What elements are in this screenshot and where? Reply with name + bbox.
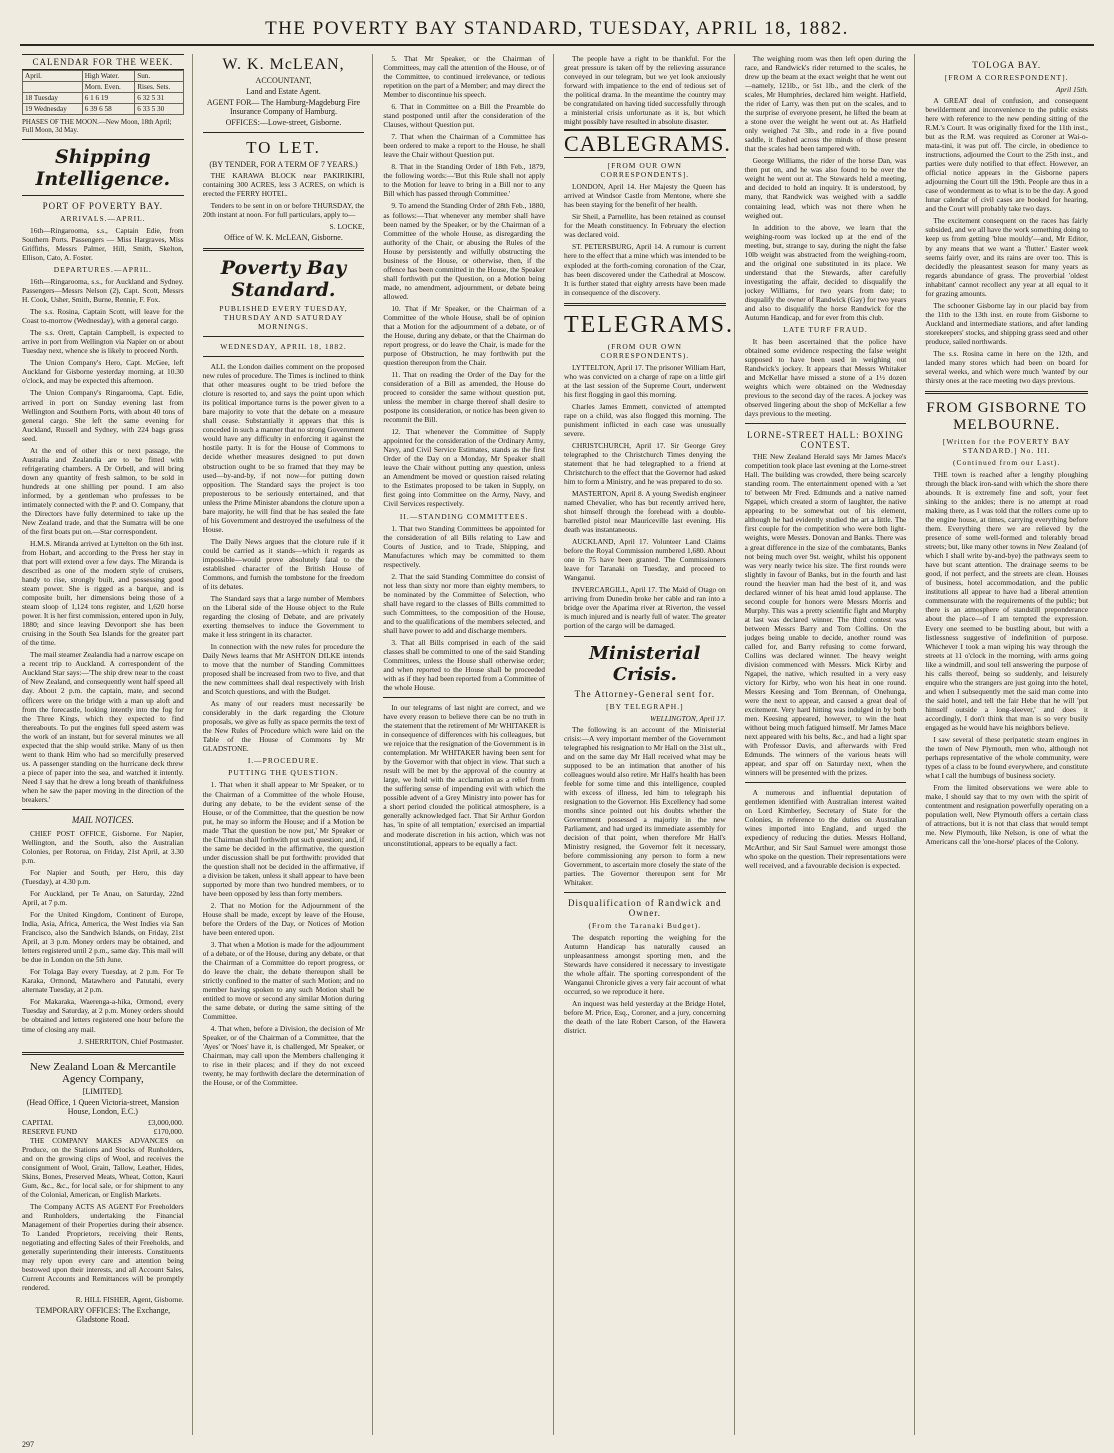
loan-temp-offices: TEMPORARY OFFICES: The Exchange, Gladstone Road. bbox=[35, 1306, 171, 1325]
travel-paragraph: I saw several of these peripatetic steam engines in the town of New Plymouth, men who, although not perhaps representative of the whole community, were types of a class to be found everywhere, and constitute what I call the humbugs of business society. bbox=[925, 734, 1088, 780]
page-number: 297 bbox=[22, 1440, 34, 1449]
mail-notices-title: MAIL NOTICES. bbox=[71, 814, 134, 825]
racing-paragraph: George Williams, the rider of the horse Dan, was then put on, and he was also found to be over the weight he went out at. The Stewards held a meeting, and decided to hold an inquiry. It is understood, by many, that Randwick was weighed with a saddle containing lead, which was not there when he weighed out. bbox=[744, 156, 907, 220]
rule-paragraph: 11. That on reading the Order of the Day for the consideration of a Bill as amended, the House do proceed to consider the same without question put, unless the member in charge thereof shall desire to postpone its consideration, or notice has been given to recommit the Bill. bbox=[383, 370, 545, 425]
shipping-paragraph: The s.s. Orett, Captain Campbell, is expected to arrive in port from Wellington via Napier on or about Tuesday next, whence she is likely to proceed North. bbox=[22, 328, 184, 356]
column-3 bbox=[383, 54, 554, 1435]
divider bbox=[383, 697, 545, 698]
late-fraud-heading: LATE TURF FRAUD. bbox=[783, 324, 868, 334]
telegrams-from: (FROM OUR OWN CORRESPONDENTS). bbox=[600, 341, 690, 360]
masthead: THE POVERTY BAY STANDARD, TUESDAY, APRIL 18, 1882. bbox=[20, 18, 1094, 46]
lorne-heading: LORNE-STREET HALL: BOXING CONTEST. bbox=[747, 430, 904, 451]
divider bbox=[203, 336, 365, 337]
lorne-paragraph: THE New Zealand Herald says Mr James Mace's competition took place last evening at the Lorne-street Hall. The building was crowded, there being scarcely standing room. The entertainment opened with a 'set to' between Mr Fred. Edmunds and a native named Ngapei, which created a storm of laughter, the native appearing to be somewhat out of his element, although he had evidently studied the art a little. The first couple for the competition who were both light-weights, were Messrs. Donovan and Banks. There was a great difference in the size of the combatants, Banks not being much over 9st. weight, whilst his opponent was very nearly twice his size. The first rounds were slightly in favour of Banks, but in the fourth and last round the heavier man had the best of it, and was declared winner of his heat amid loud applause. The second couple for honors were Messrs Morris and Murphy. This was a pretty scientific fight and Murphy at last was declared winner. The third contest was between Messrs Barry and Tom Collins. On the judges being unable to decide, another round was called for, and Barry refusing to come forward, Collins was declared winner. The heavy weight division commenced with Messrs. Mick Kirby and Ngapei, the native, which resulted in a very easy victory for Kirby, who won his heat in one round. Messrs Keesing and Tom Brennan, of Onehunga, were the next to appear, and caused a great deal of excitement. Very hard hitting was indulged in by both men. Keesing appeared, however, to win the heat without being much fatigued himself. Mr James Mace next appeared with his belts, &c., and had a light spar with Professor Davis, and afterwards with Fred Edmunds. The winners of the various heats will appear, and spar off on Saturday next, when the winners will be presented with the prizes. bbox=[744, 452, 907, 778]
telegram-paragraph: CHRISTCHURCH, April 17. Sir George Grey telegraphed to the Christchurch Times denying the statement that he had telegraphed to a friend at Christchurch to the effect that the Governor had asked him to form a Ministry, and he was prepared to do so. bbox=[564, 440, 726, 486]
rule-paragraph: 3. That when a Motion is made for the adjournment of a debate, or of the House, during any debate, or that the Chairman of a Committee do report progress, or do leave the chair, the debate thereupon shall be strictly confined to the matter of such Motion; and no member having spoken to any such Motion shall be entitled to move or second any similar Motion during the same debate, or during the same sitting of the Committee. bbox=[202, 940, 365, 1022]
telegram-paragraph: LYTTELTON, April 17. The prisoner William Hart, who was convicted on a charge of rape on a little girl at the last session of the Supreme Court, underwent his first flogging in gaol this morning. bbox=[564, 362, 726, 399]
calendar-cell: 6 33 5 30 bbox=[135, 104, 183, 115]
standard-title: Poverty Bay Standard. bbox=[220, 257, 347, 302]
newspaper-columns bbox=[22, 54, 1096, 1435]
rule-paragraph: 6. That in Committee on a Bill the Preamble do stand postponed until after the consideration of the Clauses, without Question put. bbox=[383, 102, 545, 130]
mclean-role: ACCOUNTANT, bbox=[255, 76, 312, 85]
tolaga-dateline: April 15th. bbox=[1055, 85, 1088, 94]
mail-paragraph: For Auckland, per Te Anau, on Saturday, 22nd April, at 7 p.m. bbox=[22, 889, 184, 908]
shipping-paragraph: H.M.S. Miranda arrived at Lyttelton on the 6th inst. from Hobart, and according to the Press her stay in that port will extend over a few days. The Miranda is described as one of the modern style of cruisers, handy to rise, strongly built, and possessing good steam power. She is rigged as a barque, and is composite built, her dimensions being those of a steam sloop of 1,124 tons register, and 1,620 horse power. It is her first commission, entered upon in July, 1880; and since leaving Devonport she has been cruising in the South Sea Islands for the greater part of the time. bbox=[22, 538, 184, 648]
to-let-body: THE KARAWA BLOCK near PAKIRIKIRI, containing 300 ACRES, less 3 ACRES, on which is erected the FERRY HOTEL. bbox=[202, 171, 365, 199]
tolaga-paragraph: The s.s. Rosina came in here on the 12th, and landed many stores which had been on board for several weeks, and which were much 'wanted' by our thirsty ones at the race meeting two days previous. bbox=[925, 348, 1088, 385]
rule-paragraph: 5. That Mr Speaker, or the Chairman of Committees, may call the attention of the House, or of the Committee, to continued irrelevance, or tedious repetition on the part of a Member; and may direct the Member to discontinue his speech. bbox=[383, 54, 545, 100]
column-4 bbox=[564, 54, 735, 1435]
cablegrams-title: CABLEGRAMS. bbox=[564, 131, 731, 157]
to-let-sub: (BY TENDER, FOR A TERM OF 7 YEARS.) bbox=[209, 160, 358, 169]
calendar-subheader: Rises. Sets. bbox=[135, 82, 183, 93]
editorial-paragraph: The Daily News argues that the cloture rule if it could be carried as it stands—which it regards as impossible—would prove absolutely fatal to the established character of the British House of Commons, and furnish the tombstone for the freedom of its debates. bbox=[202, 536, 365, 591]
mail-paragraph: For Tolaga Bay every Tuesday, at 2 p.m. For Te Karaka, Ormond, Matawhero and Patutahi, every alternate Tuesday, at 2 p.m. bbox=[22, 967, 184, 995]
standing-heading: II.—STANDING COMMITTEES. bbox=[399, 511, 529, 521]
moon-phases: PHASES OF THE MOON.—New Moon, 18th April; Full Moon, 3d May. bbox=[22, 118, 172, 134]
to-let-signature: S. LOCKE, bbox=[329, 222, 365, 232]
divider bbox=[22, 195, 184, 196]
calendar-header: High Water. bbox=[82, 71, 134, 82]
telegram-paragraph: INVERCARGILL, April 17. The Maid of Otago on arriving from Dunedin broke her cable and ran into a bridge over the Aparima river at Riverton, the vessel is much injured and is nearly full of water. The greater portion of the cargo will be damaged. bbox=[564, 585, 726, 631]
telegram-paragraph: MASTERTON, April 8. A young Swedish engineer named Chevalier, who has but recently arrived here, shot himself through the forehead with a double-barrelled pistol near Mauriceville last evening. His death was instantaneous. bbox=[564, 489, 726, 535]
tolaga-from: [FROM A CORRESPONDENT]. bbox=[944, 73, 1069, 82]
to-let-office: Office of W. K. McLEAN, Gisborne. bbox=[224, 233, 343, 243]
cable-paragraph: LONDON, April 14. Her Majesty the Queen has arrived at Windsor Castle from Mentone, where she has been staying for the benefit of her health. bbox=[564, 182, 726, 210]
tolaga-paragraph: The excitement consequent on the races has fairly subsided, and we all have the work something doing to keep us from getting 'blue mouldy'—and, Mr Editor, by any means that we want a 'flutter.' Easter week seems fairly over, and its rains are over too. This is decidedly the pleasantest season for many years as regards abundance of grass. The proverbial 'oldest inhabitant' cannot recollect any year at all equal to it for grazing amounts. bbox=[925, 216, 1088, 298]
editorial-paragraph: The Standard says that a large number of Members on the Liberal side of the House object to the Rule regarding the closing of Debate, and are privately exerting themselves to induce the Government to make it less stringent in its character. bbox=[202, 593, 365, 640]
departures-text: 16th—Ringarooma, s.s., for Auckland and Sydney. Passengers—Messrs Nelson (2), Capt. Scott, Messrs H. Cook, Usher, Smith, Burne, Rennie, F. Fox. bbox=[22, 277, 184, 305]
telegram-paragraph: Charles James Emmett, convicted of attempted rape on a child, was also flogged this morning. The punishment inflicted in each case was unusually severe. bbox=[564, 401, 726, 438]
divider bbox=[22, 809, 184, 810]
reserve-value: £170,000. bbox=[153, 1126, 184, 1136]
divider bbox=[564, 636, 726, 637]
cablegrams-from: [FROM OUR OWN CORRESPONDENTS]. bbox=[600, 161, 690, 180]
mail-paragraph: CHIEF POST OFFICE, Gisborne. For Napier, Wellington, and the South, also the Australian Colonies, per Rotorua, on Friday, 21st April, at 3.30 p.m. bbox=[22, 828, 184, 865]
editorial-paragraph: In connection with the new rules for procedure the Daily News learns that Mr ASHTON DILKE intends to move that the number of Standing Committees proposed shall be increased from two to five, and that the new committees shall deal respectively with Irish and Scotch questions, and with the Budget. bbox=[202, 642, 365, 697]
column-5 bbox=[745, 54, 916, 1435]
arrivals-text: 16th—Ringarooma, s.s., Captain Edie, from Southern Ports. Passengers — Miss Hargraves, Miss Griffiths, Messrs Palmer, Hill, Smith, Skelton, Ellison, Cato, A. Foster. bbox=[22, 226, 184, 263]
cable-paragraph: Sir Sheil, a Parnellite, has been retained as counsel for the Meath constituency. In February the election was declared void. bbox=[564, 212, 726, 240]
racing-paragraph: In addition to the above, we learn that the weighing-room was locked up at the end of the meeting, but, strange to say, during the night the false 10lb weight was abstracted from the weighing-room, and the original one substituted in its place. We understand that the Stewards, after carefully investigating the affair, decided to disqualify the jockey Williams, for two years from date; to disqualify the owner of Randwick (Gay) for two years and also to disqualify the horse Randwick for the Autumn Handicap, and for ever from this club. bbox=[744, 222, 907, 322]
port-heading: PORT OF POVERTY BAY. bbox=[42, 201, 164, 211]
calendar-subheader bbox=[23, 82, 83, 93]
rule-paragraph: 10. That if Mr Speaker, or the Chairman of a Committee of the whole House, shall be of opinion that a Motion for the adjournment of a debate, or of the House, during any debate, or that the Chairman do report progress, or do leave the Chair, is made for the purpose of Obstruction, he may forthwith put the question thereupon from the Chair. bbox=[383, 303, 545, 367]
editorial-paragraph: In our telegrams of last night are correct, and we have every reason to believe there can be no truth in the statement that the retirement of Mr WHITAKER is in consequence of differences with his colleagues, but we rejoice that the resignation of the Government is in contemplation. Mr WHITAKER having been sent for by the Governor with that object in view. That such a result will be met by the approval of the country at large, we hold with the acclamation as a relief from the suffering sense of impending evil with which the possible advent of a Grey Ministry into power has for a short period clouded the political atmosphere, is a generally acknowledged fact. That Sir Arthur Gordon has, 'in spite of all temptation,' exercised an impartial and moderate discretion in his action, which was not unconstitutional, appears to be equally a fact. bbox=[383, 703, 545, 848]
gisborne-written: [Written for the POVERTY BAY STANDARD.] No. III. bbox=[942, 436, 1071, 455]
racing-paragraph: The weighing room was then left open during the race, and Randwick's rider returned to the scales, he drew up the beam at the exact weight that he went out—namely, 121lb., or 5st 1lb., and the clerk of the scales, Mr Humphries, declared him weight. Hatfield, the rider of Larry, was then put on the scales, and to the surprise of everyone present, he lifted the beam at a stone over the weight he went out at. As Hatfield only weighed 7st 3lb., and rode in a five pound saddle, it flashed across the minds of those present that the scales had been tampered with. bbox=[744, 54, 907, 154]
rule-paragraph: 9. To amend the Standing Order of 28th Feb., 1880, as follows:—That whenever any member shall have been named by the Speaker, or by the Chairman of a Committee of the whole House, as disregarding the authority of the Chair, or abusing the Rules of the House by persistently and wilfully obstructing the business of the House, or otherwise, then, if the offence has been committed in the House, the Speaker shall forthwith put the Question, on a Motion being made, no amendment, adjournment, or debate being allowed. bbox=[383, 201, 545, 301]
loan-company-title: New Zealand Loan & Mercantile Agency Company, bbox=[29, 1060, 176, 1085]
editorial-paragraph: The people have a right to be thankful. For the great pressure is taken off by the relieving assurance conveyed in our telegram, but we yet look anxiously forward with impatience to the end of tedious set of the political drama. In the meantime the country may be congratulated on having tided successfully through a ministerial crisis unfortunate as it is, but which might possibly have resulted in absolute disaster. bbox=[564, 54, 726, 127]
calendar-cell: 18 Tuesday bbox=[23, 93, 83, 104]
telegrams-title: TELEGRAMS. bbox=[564, 311, 734, 338]
travel-paragraph: From the limited observations we were able to make, I should say that to my own with the spirit of contentment and resignation powerfully operating on a population well, New Plymouth offers a certain class of attractions, but it is not that class that would tempt me. New Plymouth, like Nelson, is one of what the Americans call the 'one-horse' places of the Colony. bbox=[925, 783, 1088, 847]
divider bbox=[22, 1052, 184, 1055]
rule-paragraph: 12. That whenever the Committee of Supply appointed for the consideration of the Ordinary Army, Navy, and Civil Service Estimates, stands as the first Order of the Day on a Monday, Mr Speaker shall leave the Chair without putting any question, unless an Amendment be moved or question raised relating to the Estimates proposed to be taken in Supply, on first going into Committee on the Army, Navy, and Civil Services respectively. bbox=[383, 427, 545, 509]
rule-paragraph: 1. That when it shall appear to Mr Speaker, or to the Chairman of a Committee of the whole House, during any debate, to be the evident sense of the House, or of the Committee, that the question be now put, he may so inform the House; and if a Motion be made 'That the question be now put,' Mr Speaker or the Chairman shall forthwith put such question; and, if the same be decided in the affirmative, the question under discussion shall be put forthwith: provided that the question shall not be decided in the affirmative, if a division be taken, unless it shall appear to have been supported by more than two hundred members, or to have been opposed by less than forty members. bbox=[202, 780, 365, 898]
cable-paragraph: ST. PETERSBURG, April 14. A rumour is current here to the effect that a mine which was intended to be exploded at the forth-coming coronation of the Czar, has been discovered under the Cathedral at Moscow. It is further stated that eighty arrests have been made in consequence of the discovery. bbox=[564, 242, 726, 297]
reserve-label: RESERVE FUND bbox=[22, 1126, 78, 1136]
crisis-sub: The Attorney-General sent for. bbox=[574, 688, 716, 699]
editorial-paragraph: As many of our readers must necessarily be considerably in the dark regarding the Cloture proposals, we give as fully as space permits the text of the New Rules of Procedure which were laid on the Table of the House of Commons by Mr GLADSTONE. bbox=[202, 699, 365, 754]
calendar-header: Sun. bbox=[135, 71, 183, 82]
disqualification-from: (From the Taranaki Budget). bbox=[588, 921, 702, 931]
mail-paragraph: For the United Kingdom, Continent of Europe, India, Asia, Africa, America, the West Indies via San Francisco, also the Sandwich Islands, on Friday, 21st April, at 3 p.m. Money orders may be obtained, and letters registered until 2 p.m., same day. This mail will be due in London on the 5th June. bbox=[22, 910, 184, 965]
mail-paragraph: For Makaraka, Waerenga-a-hika, Ormond, every Tuesday and Saturday, at 2 p.m. Money orders should be obtained and letters registered one hour before the time of closing any mail. bbox=[22, 997, 184, 1034]
tolaga-title: TOLOGA BAY. bbox=[972, 60, 1042, 70]
calendar-title: CALENDAR FOR THE WEEK. bbox=[22, 54, 184, 70]
calendar-cell: 6 32 5 31 bbox=[135, 93, 183, 104]
shipping-paragraph: The Union Company's Ringarooma, Capt. Edie, arrived in port on Sunday evening last from Wellington and Southern Ports, with about 40 tons of general cargo. She left the same evening for Auckland, Russell and Sydney, with 224 bags grass seed. bbox=[22, 388, 184, 443]
crisis-paragraph: The following is an account of the Ministerial crisis:—A very important member of the Government telegraphed his resignation to Mr Hall on the 31st ult., and on the same day Mr Hall received what may be supposed to be an intimation that another of his colleagues would also retire. Mr Hall's health has been feeble for some time and this intelligence, coupled with excess of illness, led him to telegraph his resignation to the Governor. His Excellency had some months since pointed out his doubts whether the Government possessed a majority in the new Parliament, and had urged its immediate assembly for decision of that point, when therefore Mr Hall's Ministry resigned, the Governor felt it necessary, before commissioning any person to form a new Government, to ascertain more closely the state of the parties. The Governor thereupon sent for Mr Whitaker. bbox=[564, 724, 726, 888]
calendar-subheader: Morn. Even. bbox=[82, 82, 134, 93]
column-2 bbox=[203, 54, 374, 1435]
standard-date: WEDNESDAY, APRIL 18, 1882. bbox=[220, 342, 347, 352]
late-fraud-paragraph: It has been ascertained that the police have obtained some evidence respecting the false weight supposed to have been used in weighing out Randwick's jockey. It appears that Messrs Whitaker and McKellar have missed a stone of a 1½ dozen weights which were obtained on the Wednesday previous to the second day of the races. A jockey was observed lingering about the shop of McKellar a few days previous to the meeting. bbox=[744, 336, 907, 419]
gisborne-continued: (Continued from our Last). bbox=[953, 457, 1061, 467]
tolaga-paragraph: A GREAT deal of confusion, and consequent bewilderment and inconvenience to the public exists here with reference to the new pending sitting of the R.M.'s Court. It was originally fixed for the 11th inst., but as the R.M. was required as Coroner at Wai-o-mata-tini, it was put off. The circle, in obedience to instructions, adjourned the Court to the 25th inst., and parties were duly notified to that effect. However, an official notice appears in the Gisborne papers adjourning the Court till the 19th. People are thus in a case of wonderment as to what is to be the day. A good lunar calendar of civil cases are booked for hearing, and the Court will probably take two days. bbox=[925, 96, 1088, 214]
crisis-dateline: WELLINGTON, April 17. bbox=[649, 713, 726, 723]
tolaga-paragraph: The schooner Gisborne lay in our placid bay from the 11th to the 13th inst. en route from Gisborne to Auckland and intermediate stations, and after landing storekeepers' stocks, and shipping grass seed and other produce, sailed northwards. bbox=[925, 300, 1088, 346]
rule-paragraph: 7. That when the Chairman of a Committee has been ordered to make a report to the House, he shall leave the Chair without Question put. bbox=[383, 132, 545, 160]
editorial-paragraph: ALL the London dailies comment on the proposed new rules of procedure. The Times is inclined to think that other measures ought to be tried before the cloture is resorted to, and says the point upon which its political importance turns is the power given to a bare majority to vote that the debate on a measure shall cease. Substantially it appears that this is conceded in such a manner that no strong Government would have any difficulty in enforcing it against the hostile party. It is for the House of Commons to decide whether measures designed to put down obstruction ought to be so framed that they may be used—by-and-by, if not now—for putting down opposition. The Standard says the project is too preposterous to be seriously entertained, and that unless the Prime Minister abandons the cloture upon a bare majority, he will find that he has sealed the fate of his Government and destroyed the usefulness of the House. bbox=[202, 362, 365, 534]
capital-value: £3,000,000. bbox=[148, 1117, 184, 1127]
loan-limited: [LIMITED]. bbox=[82, 1086, 123, 1096]
crisis-title: Ministerial Crisis. bbox=[589, 642, 701, 685]
mclean-agent: AGENT FOR— The Hamburg-Magdeburg Fire Insurance Company of Hamburg. bbox=[206, 98, 361, 116]
procedure-heading: I.—PROCEDURE. bbox=[247, 756, 320, 766]
standing-paragraph: 1. That two Standing Committees be appointed for the consideration of all Bills relating to Law and Courts of Justice, and to Trade, Shipping, and Manufactures which may be committed to them respectively. bbox=[383, 523, 545, 569]
calendar-header: April. bbox=[23, 71, 83, 82]
rule-paragraph: 8. That in the Standing Order of 18th Feb., 1879, the following words:—'But this Rule shall not apply to the Motion for leave to bring in a Bill nor to any Bill which has passed through Committee.' bbox=[383, 162, 545, 199]
travel-paragraph: THE town is reached after a lengthy ploughing through the black iron-sand with which the shore there abounds. It is extremely fine and soft, your feet sinking to the ankles; there is no attempt at road making there, as I was told that the rollers come up to the engine house, at times, carrying everything before them. Everything there we are relieved by the presence of some well-formed and tolerably broad streets; but, like many other towns in New Zealand (of which I shall write by-and-bye) the pathways seem to have but scant attention. The drainage seems to be good, if not perfect, and the streets are clean. Houses of business, hotel accommodation, and the public institutions all appear to have had a liberal attention commensurate with the requirements of the public; but there is an atmosphere of standstill preponderance about the place—of I am tempted the expression. Every one seemed to be bustling about, but with a listlessness suggestive of indefinition of purpose. Whichever I took a man wiping his way through the streets at 11 o'clock in the morning, with arms going like a windmill, and soul tell answering the purpose of his calls thereof, being so suddenly, and leisurely enquire who the strangers are just going into the hotel, and when I subsequently met the said man come into the said hotel, and tell the fair Hebe that he will 'put himself outside a long-sleever,' and does it accordingly, I don't think that man is so very busily engaged as he would have his neighbors believe. bbox=[925, 469, 1088, 732]
arrivals-heading: ARRIVALS.—APRIL. bbox=[60, 214, 146, 223]
capital-label: CAPITAL bbox=[22, 1117, 54, 1127]
column-6 bbox=[925, 54, 1096, 1435]
shipping-title: Shipping Intelligence. bbox=[35, 146, 171, 190]
calendar-cell: 6 1 6 19 bbox=[82, 93, 134, 104]
crisis-by: [BY TELEGRAPH.] bbox=[606, 701, 684, 711]
divider bbox=[564, 303, 726, 306]
disqualification-paragraph: The despatch reporting the weighing for the Autumn Handicap has naturally caused an unpleasantness amongst sporting men, and the Stewards have considered it necessary to investigate the whole affair. The sporting correspondent of the Wanganui Chronicle gives a very fair account of what occurred, so we reproduce it here. bbox=[564, 933, 726, 997]
mail-signature: J. SHERRITON, Chief Postmaster. bbox=[78, 1036, 184, 1046]
to-let-body: Tenders to be sent in on or before THURSDAY, the 20th instant at noon. For full particulars, apply to— bbox=[202, 201, 365, 220]
shipping-paragraph: The mail steamer Zealandia had a narrow escape on a recent trip to Auckland. A correspondent of the Auckland Star says:—'The ship drew near to the coast of New Zealand, and consequently went half speed all day. About 2 p.m. the captain, mate, and second officers were on the bridge with a man up aloft and from the forecastle, looking intently into the fog for the Three Kings, which they expected to find thereabouts. To put the engines full speed astern was the work of an instant, but for several minutes we all expected that the ship would strike. Many of us then went to thank Him who had so mercifully preserved us. A passenger standing on the hurricane deck threw a piece of paper into the sea, and watched it intently. Need I say that he drew a long breath of thankfulness when he saw the paper moving in the direction of the breakers.' bbox=[22, 650, 184, 804]
deputation-paragraph: A numerous and influential deputation of gentlemen identified with Australian interest waited on Lord Kimberley, Secretary of State for the Colonies, in reference to the duties on Australian wines imported into England, and urged the expediency of reducing the duties. Messrs Holland, McArthur, and Sir Saul Samuel were amongst those who spoke on the question. Their representations were well received, and a favourable decision is expected. bbox=[744, 788, 907, 870]
rule-paragraph: 2. That no Motion for the Adjournment of the House shall be made, except by leave of the House, before the Orders of the Day, or Notices of Motion have been entered upon. bbox=[202, 900, 365, 937]
shipping-paragraph: The Union Company's Hero, Capt. McGee, left Auckland for Gisborne yesterday morning, at 10.30 o'clock, and may be expected this afternoon. bbox=[22, 358, 184, 386]
loan-office: (Head Office, 1 Queen Victoria-street, Mansion House, London, E.C.) bbox=[26, 1097, 179, 1116]
loan-body: The Company ACTS AS AGENT For Freeholders and Runholders, undertaking the Financial Management of their Properties during their absence. To Landed Proprietors, receiving their Rents, negotiating and effecting Sales of their Freeholds, and generally superintending their interests. Constituents may rely upon every care and attention being bestowed upon their interests, and all Account Sales, Current Accounts and Remittances will be promptly rendered. bbox=[22, 1201, 184, 1293]
loan-signature: R. HILL FISHER, Agent, Gisborne. bbox=[75, 1295, 184, 1305]
putting-heading: PUTTING THE QUESTION. bbox=[228, 768, 339, 778]
mclean-offices: OFFICES:—Lowe-street, Gisborne. bbox=[225, 118, 342, 127]
divider bbox=[564, 892, 726, 893]
column-1 bbox=[22, 54, 193, 1435]
shipping-paragraph: The s.s. Rosina, Captain Scott, will leave for the Coast to-morrow (Wednesday), with a general cargo. bbox=[22, 307, 184, 326]
disqualification-title: Disqualification of Randwick and Owner. bbox=[567, 898, 722, 919]
divider bbox=[203, 356, 365, 357]
capital-row bbox=[22, 1118, 184, 1127]
divider bbox=[22, 139, 184, 140]
standard-published: PUBLISHED EVERY TUESDAY, THURSDAY AND SATURDAY MORNINGS. bbox=[219, 304, 348, 332]
calendar-table bbox=[22, 70, 184, 115]
divider bbox=[203, 132, 365, 133]
mail-paragraph: For Napier and South, per Hero, this day (Tuesday), at 4.30 p.m. bbox=[22, 868, 184, 887]
divider bbox=[203, 248, 365, 251]
disqualification-paragraph: An inquest was held yesterday at the Bridge Hotel, before M. Price, Esq., Coroner, and a jury, concerning the death of the late Robert Carson, of the Hawera district. bbox=[564, 999, 726, 1036]
departures-heading: DEPARTURES.—APRIL. bbox=[53, 265, 152, 275]
divider bbox=[745, 782, 907, 783]
standing-paragraph: 3. That all Bills comprised in each of the said classes shall be committed to one of the said Standing Committees, unless the House shall otherwise order; and when reported to the House shall be proceeded with as if they had been reported from a Committee of the whole House. bbox=[383, 637, 545, 693]
to-let-title: TO LET. bbox=[246, 138, 321, 157]
divider bbox=[745, 423, 907, 424]
calendar-cell: 19 Wednesday bbox=[23, 104, 83, 115]
mclean-role2: Land and Estate Agent. bbox=[246, 87, 321, 96]
standing-paragraph: 2. That the said Standing Committee do consist of not less than sixty nor more than eighty members, to be nominated by the Committee of Selection, who shall have regard to the classes of Bills committed to such Committees, to the composition of the House, and to the qualifications of the members selected, and shall have power to add and discharge members. bbox=[383, 571, 545, 635]
divider bbox=[925, 391, 1088, 394]
shipping-paragraph: At the end of other this or next passage, the Australia and Zealandia are to be fitted with refrigerating chambers. A Dr Orbell, and will bring down any quantity of fresh salmon, to be sold in hundreds at one shilling per pound. I am also informed, by a gentleman who professes to be intimately connected with the P. and O. Company, that the Directors have fully determined to take up the New Zealand trade, and that the Sumatra will be one of the first boats put on.—Star correspondent. bbox=[22, 445, 184, 536]
gisborne-melbourne-title: FROM GISBORNE TO MELBOURNE. bbox=[926, 399, 1087, 433]
telegram-paragraph: AUCKLAND, April 17. Volunteer Land Claims before the Royal Commission numbered 1,680. About one in 75 have been granted. The Commissioners leave for Taranaki on Tuesday, and proceed to Wanganui. bbox=[564, 537, 726, 583]
calendar-cell: 6 39 6 58 bbox=[82, 104, 134, 115]
reserve-row bbox=[22, 1127, 184, 1136]
loan-body: THE COMPANY MAKES ADVANCES on Produce, on the Stations and Stocks of Runholders, and on the growing clips of Wool, and receives the consignment of Wool, Grain, Tallow, Leather, Hides, Skins, Bones, Preserved Meats, Wheat, Cotton, Kauri Gum, &c., &c., for local sale, or for shipment to any of the Colonial, American, or English Markets. bbox=[22, 1135, 184, 1199]
rule-paragraph: 4. That when, before a Division, the decision of Mr Speaker, or of the Chairman of a Committee, that the 'Ayes' or 'Noes' have it, is challenged, Mr Speaker, or Chairman, may call upon the Members challenging it to rise in their places; and if they do not exceed twenty, he may forthwith declare the determination of the House, or of the Committee. bbox=[202, 1024, 365, 1088]
mclean-name: W. K. McLEAN, bbox=[222, 56, 345, 73]
